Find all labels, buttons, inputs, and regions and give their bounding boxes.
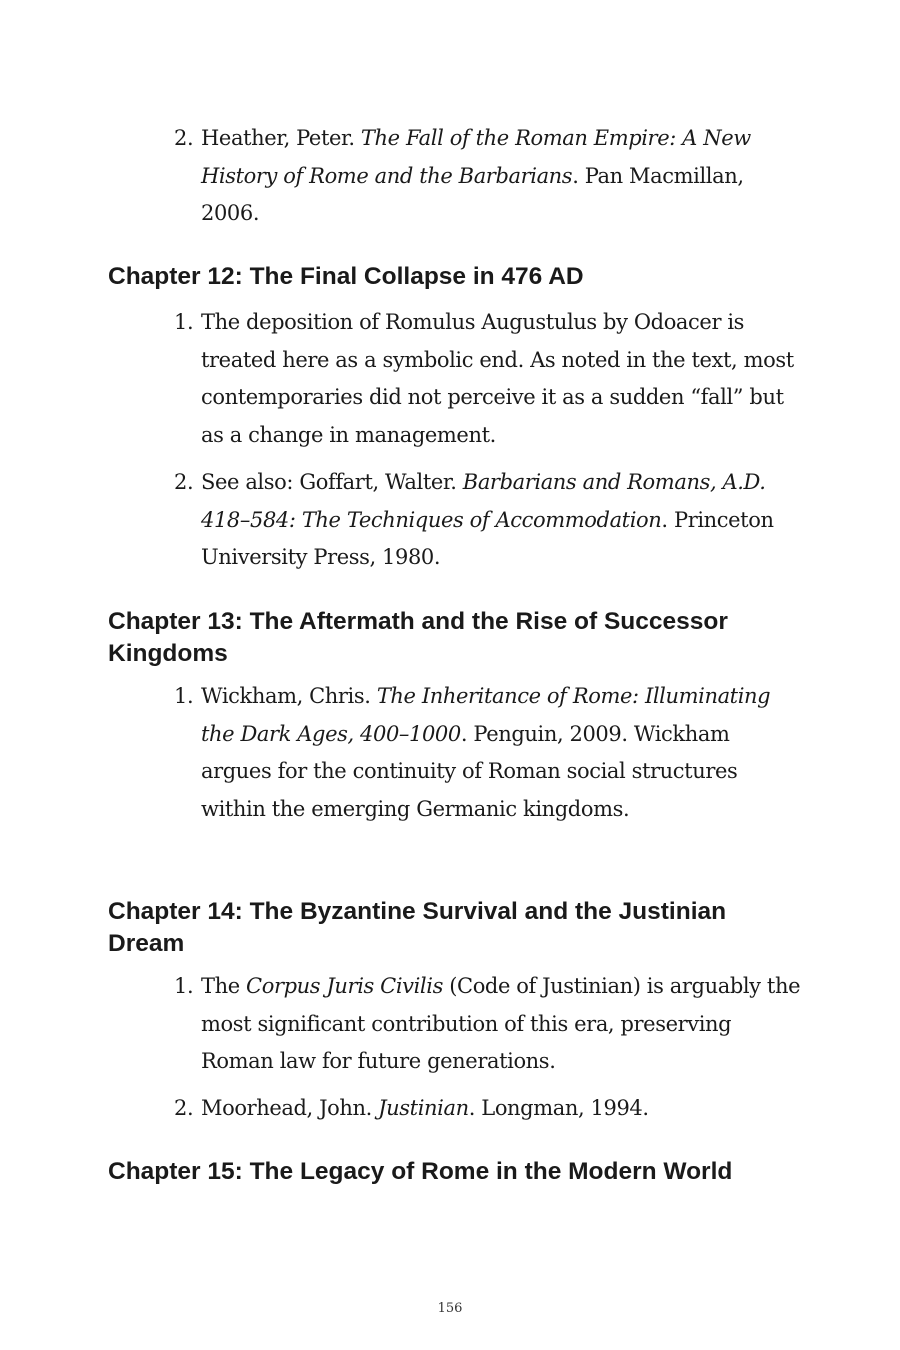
chapter-heading: Chapter 13: The Aftermath and the Rise of Successor Kingdoms <box>108 608 728 667</box>
note-item <box>174 304 801 454</box>
page-number: 156 <box>437 1301 463 1316</box>
note-number: 1. <box>174 684 194 708</box>
note-text: . Pan Macmillan, 2006. <box>201 163 744 225</box>
note-text: Wickham, Chris. <box>201 684 377 708</box>
note-item <box>174 464 801 577</box>
book-title: Justinian <box>378 1096 469 1120</box>
book-title: Barbarians and Romans, A.D. 418–584: The Techniques of Accommodation <box>201 470 766 532</box>
note-text: Moorhead, John. <box>201 1096 379 1120</box>
chapter-heading: Chapter 15: The Legacy of Rome in the Modern World <box>108 1158 733 1185</box>
book-title: Corpus Juris Civilis <box>246 974 443 998</box>
note-text: (Code of Justinian) is arguably the most significant contribution of this era, preserving Roman law for future generations. <box>201 974 801 1073</box>
chapter-heading: Chapter 12: The Final Collapse in 476 AD <box>108 263 584 290</box>
note-text: . Penguin, 2009. Wickham argues for the continuity of Roman social structures within the emerging Germanic kingdoms. <box>201 721 738 821</box>
chapter-heading: Chapter 14: The Byzantine Survival and the Justinian Dream <box>108 898 727 957</box>
note-number: 2. <box>174 1096 194 1120</box>
note-text: . Longman, 1994. <box>468 1096 649 1120</box>
note-number: 2. <box>174 470 194 494</box>
note-item <box>174 120 801 233</box>
note-text: The <box>201 974 247 998</box>
note-text: The deposition of Romulus Augustulus by Odoacer is treated here as a symbolic end. As noted in the text, most contemporaries did not perceive it as a sudden “fall” but as a change in management. <box>201 310 794 447</box>
book-title: The Inheritance of Rome: Illuminating the Dark Ages, 400–1000 <box>201 684 771 746</box>
book-title: The Fall of the Roman Empire: A New History of Rome and the Barbarians <box>201 126 751 188</box>
note-text: See also: Goffart, Walter. <box>201 470 463 494</box>
note-item <box>174 968 801 1081</box>
note-number: 1. <box>174 974 194 998</box>
note-number: 1. <box>174 310 194 334</box>
note-item <box>174 1090 801 1128</box>
note-text: Heather, Peter. <box>201 126 361 150</box>
note-text: . Princeton University Press, 1980. <box>201 507 774 569</box>
note-item <box>174 678 801 828</box>
note-number: 2. <box>174 126 194 150</box>
